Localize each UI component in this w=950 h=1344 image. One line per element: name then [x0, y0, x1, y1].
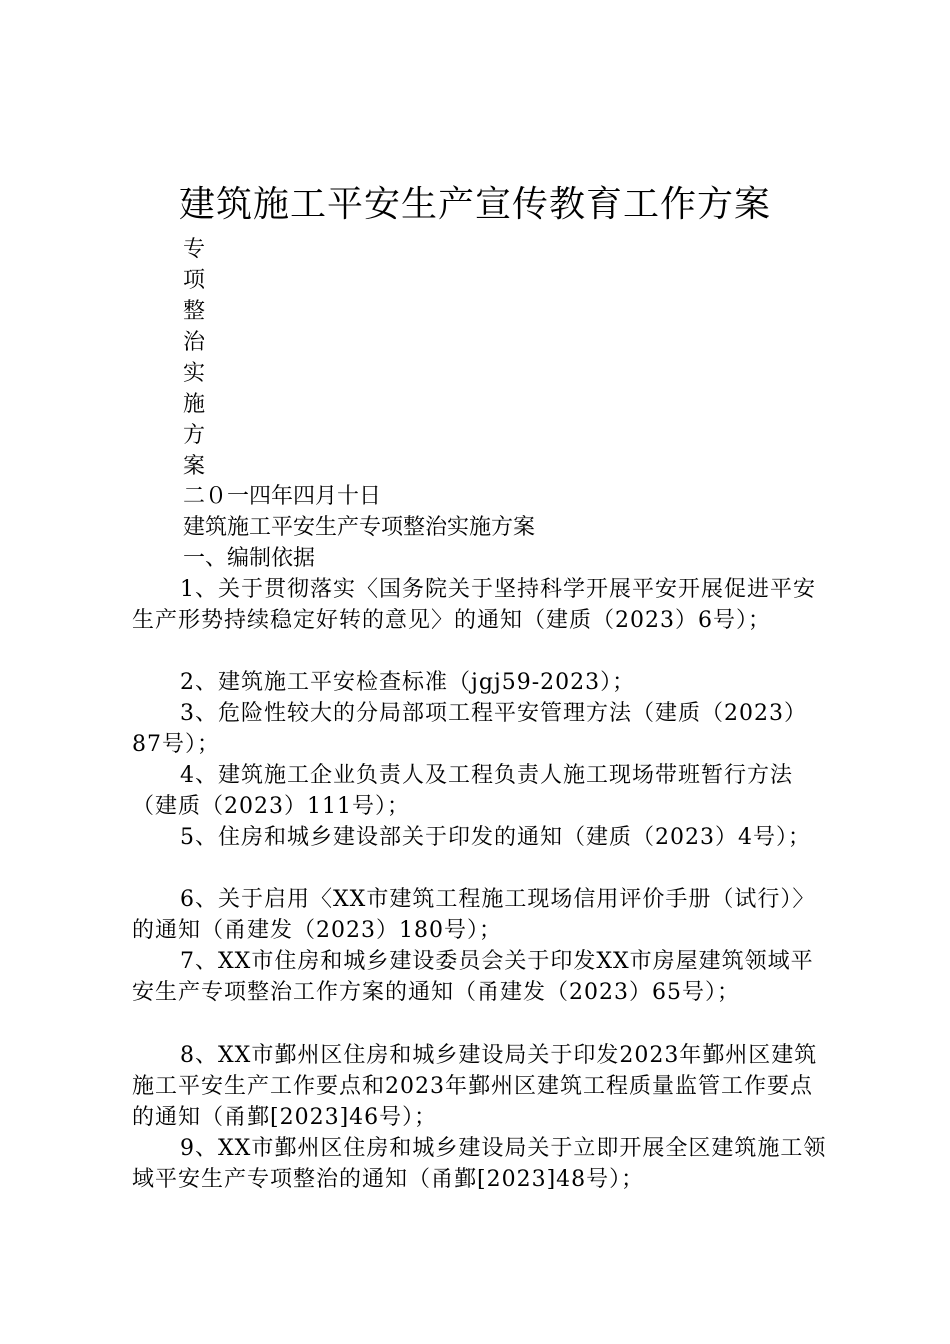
vertical-char: 实 [183, 361, 206, 386]
basis-item-2: 2、建筑施工平安检查标准（jgj59-2023）； [180, 670, 636, 695]
basis-item-4: 4、建筑施工企业负责人及工程负责人施工现场带班暂行方法（建质（2023）111号）； [132, 763, 793, 819]
basis-item-7: 7、XX市住房和城乡建设委员会关于印发XX市房屋建筑领域平安生产专项整治工作方案的通知（甬建发（2023）65号）； [132, 949, 814, 1005]
basis-item-6: 6、关于启用〈XX市建筑工程施工现场信用评价手册（试行）〉的通知（甬建发（2023）180号）； [132, 887, 816, 943]
vertical-char: 案 [183, 454, 206, 479]
vertical-char: 治 [183, 330, 206, 355]
document-subtitle: 建筑施工平安生产专项整治实施方案 [183, 515, 536, 540]
document-date: 二０一四年四月十日 [183, 484, 382, 509]
basis-item-9: 9、XX市鄞州区住房和城乡建设局关于立即开展全区建筑施工领域平安生产专项整治的通知（甬鄞[2023]48号）； [132, 1136, 827, 1192]
vertical-char: 方 [183, 423, 206, 448]
basis-item-8: 8、XX市鄞州区住房和城乡建设局关于印发2023年鄞州区建筑施工平安生产工作要点和2023年鄞州区建筑工程质量监管工作要点的通知（甬鄞[2023]46号）； [132, 1043, 818, 1130]
basis-item-5: 5、住房和城乡建设部关于印发的通知（建质（2023）4号）； [180, 825, 811, 850]
vertical-char: 专 [183, 237, 206, 262]
vertical-heading [183, 234, 213, 482]
vertical-char: 整 [183, 299, 206, 324]
section-heading: 一、编制依据 [183, 546, 316, 571]
basis-item-1: 1、关于贯彻落实〈国务院关于坚持科学开展平安开展促进平安生产形势持续稳定好转的意见〉的通知（建质（2023）6号）； [132, 577, 816, 633]
vertical-char: 施 [183, 392, 206, 417]
basis-item-3: 3、危险性较大的分局部项工程平安管理方法（建质（2023）87号）； [132, 701, 807, 757]
vertical-char: 项 [183, 268, 206, 293]
document-title: 建筑施工平安生产宣传教育工作方案 [178, 184, 771, 225]
